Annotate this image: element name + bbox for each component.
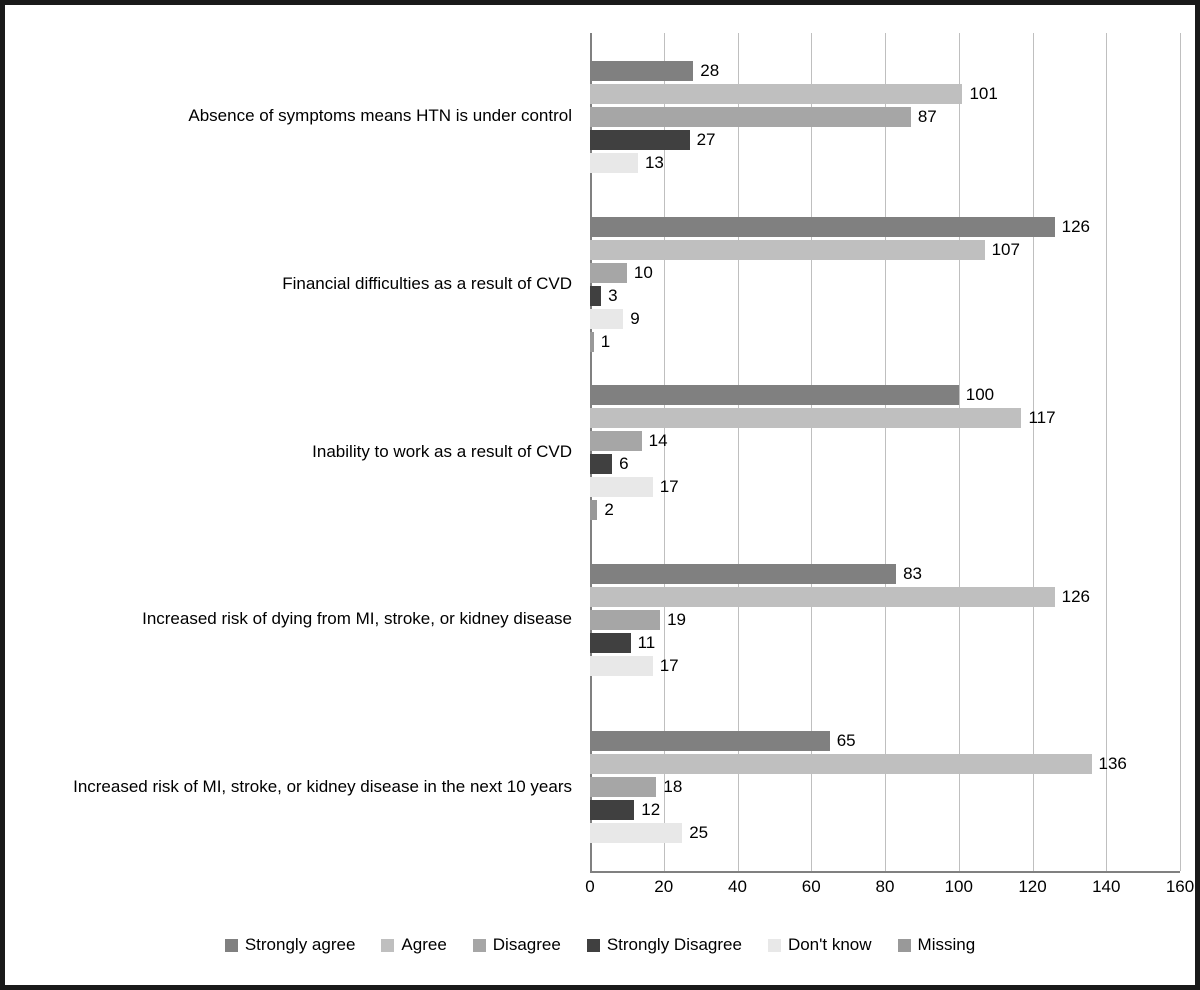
- gridline: [1106, 33, 1107, 871]
- x-tick-label: 160: [1165, 877, 1195, 896]
- legend-swatch-icon: [768, 939, 781, 952]
- bar: [590, 130, 690, 150]
- bar-value-label: 12: [641, 800, 661, 820]
- x-tick-label: 140: [1092, 877, 1121, 896]
- gridline: [1180, 33, 1181, 871]
- bar-value-label: 2: [604, 499, 614, 519]
- gridline: [885, 33, 886, 871]
- legend-swatch-icon: [381, 939, 394, 952]
- legend-item: [473, 935, 561, 955]
- bar: [590, 385, 959, 405]
- category-label: Absence of symptoms means HTN is under control: [188, 106, 572, 126]
- bar-value-label: 65: [836, 731, 856, 751]
- bar: [590, 153, 638, 173]
- bar-value-label: 3: [608, 285, 618, 305]
- bar: [590, 61, 693, 81]
- x-tick-label: 20: [654, 877, 674, 896]
- gridline: [1033, 33, 1034, 871]
- x-tick-label: 0: [585, 877, 595, 896]
- bar-value-label: 101: [969, 83, 998, 103]
- legend-label: Agree: [401, 935, 447, 954]
- bar: [590, 431, 642, 451]
- legend-item: [381, 935, 446, 955]
- legend-item: [768, 935, 872, 955]
- bar: [590, 500, 597, 520]
- bar-value-label: 11: [637, 632, 656, 652]
- plot-area: [590, 33, 1180, 871]
- category-label: Increased risk of MI, stroke, or kidney disease in the next 10 years: [73, 776, 572, 796]
- bar-value-label: 117: [1028, 407, 1056, 427]
- x-axis-line: [590, 871, 1180, 873]
- x-tick-label: 120: [1018, 877, 1047, 896]
- bar-value-label: 27: [696, 129, 716, 149]
- bar: [590, 408, 1021, 428]
- bar: [590, 633, 631, 653]
- bar-value-label: 1: [600, 331, 611, 351]
- bar-value-label: 10: [633, 262, 653, 282]
- bar: [590, 777, 656, 797]
- bar: [590, 84, 962, 104]
- bar: [590, 610, 660, 630]
- bar: [590, 454, 612, 474]
- bar: [590, 564, 896, 584]
- bar-value-label: 9: [630, 308, 640, 328]
- category-label: Inability to work as a result of CVD: [312, 441, 572, 461]
- legend-swatch-icon: [587, 939, 600, 952]
- legend-swatch-icon: [473, 939, 486, 952]
- bar-value-label: 83: [903, 563, 922, 583]
- bar-value-label: 6: [619, 453, 629, 473]
- bar: [590, 309, 623, 329]
- bar: [590, 587, 1055, 607]
- x-tick-label: 60: [801, 877, 821, 896]
- bar-value-label: 14: [648, 430, 668, 450]
- bar: [590, 656, 653, 676]
- legend-label: Disagree: [492, 935, 561, 954]
- bar: [590, 107, 911, 127]
- bar-value-label: 126: [1061, 586, 1090, 606]
- x-tick-label: 80: [875, 877, 895, 896]
- chart-legend: [5, 935, 1195, 955]
- bar-value-label: 19: [667, 609, 686, 629]
- legend-item: [225, 935, 356, 955]
- bar-value-label: 18: [663, 777, 683, 797]
- bar: [590, 240, 985, 260]
- bar: [590, 217, 1055, 237]
- bar: [590, 823, 682, 843]
- bar-value-label: 17: [659, 476, 679, 496]
- x-tick-label: 40: [728, 877, 747, 896]
- bar: [590, 332, 594, 352]
- bar: [590, 477, 653, 497]
- legend-swatch-icon: [898, 939, 911, 952]
- legend-label: Don't know: [787, 935, 872, 954]
- bar-value-label: 126: [1061, 216, 1090, 236]
- bar-value-label: 107: [991, 239, 1020, 259]
- legend-swatch-icon: [225, 939, 238, 952]
- bar: [590, 800, 634, 820]
- bar-value-label: 13: [644, 152, 664, 172]
- x-tick-label: 100: [944, 877, 973, 896]
- bar-value-label: 136: [1098, 754, 1127, 774]
- bar-value-label: 100: [965, 384, 995, 404]
- bar-value-label: 25: [689, 823, 709, 843]
- legend-item: [587, 935, 742, 955]
- bar-value-label: 17: [659, 655, 679, 675]
- legend-label: Missing: [917, 935, 976, 954]
- bar-value-label: 87: [917, 106, 937, 126]
- legend-label: Strongly Disagree: [606, 935, 742, 954]
- category-label: Increased risk of dying from MI, stroke, or kidney disease: [142, 609, 572, 629]
- bar: [590, 731, 830, 751]
- bar-value-label: 28: [700, 60, 720, 80]
- legend-label: Strongly agree: [244, 935, 356, 954]
- bar: [590, 754, 1092, 774]
- category-label: Financial difficulties as a result of CVD: [282, 273, 572, 293]
- bar: [590, 286, 601, 306]
- bar: [590, 263, 627, 283]
- gridline: [959, 33, 960, 871]
- legend-item: [898, 935, 976, 955]
